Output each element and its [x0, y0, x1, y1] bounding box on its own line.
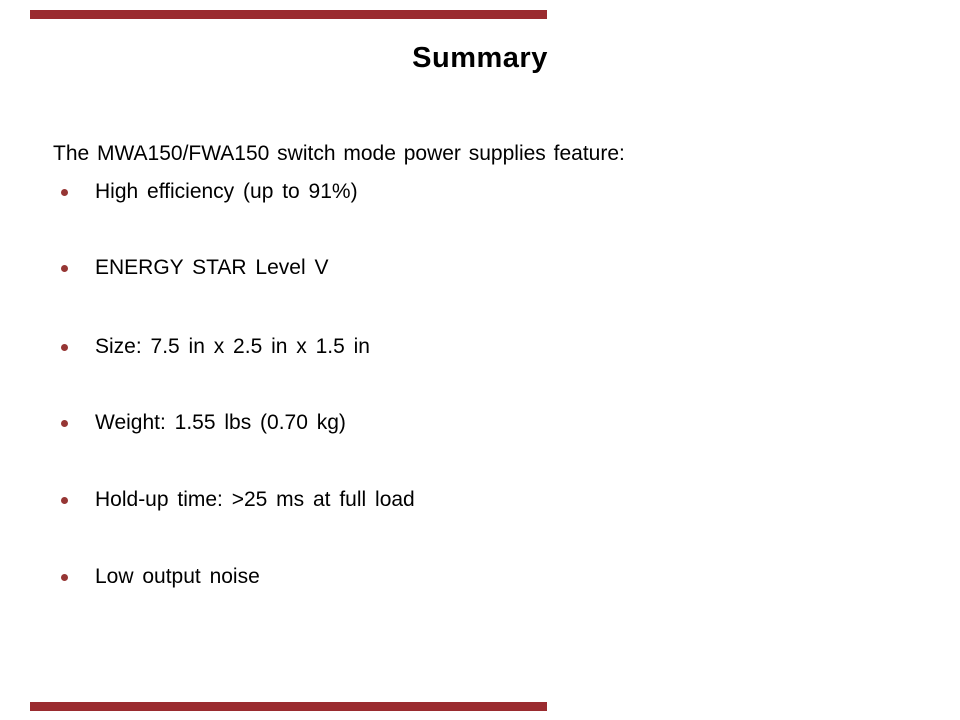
bullet-text: Weight: 1.55 lbs (0.70 kg): [95, 411, 346, 434]
list-item: [0, 411, 960, 437]
bullet-text: Hold-up time: >25 ms at full load: [95, 488, 415, 511]
bullet-icon: [61, 344, 68, 351]
slide-title: Summary: [412, 42, 548, 74]
bullet-icon: [61, 574, 68, 581]
list-item: [0, 256, 960, 282]
bullet-icon: [61, 497, 68, 504]
bullet-icon: [61, 420, 68, 427]
intro-text: The MWA150/FWA150 switch mode power supplies feature:: [53, 142, 625, 165]
bullet-text: Low output noise: [95, 565, 260, 588]
bullet-icon: [61, 189, 68, 196]
list-item: [0, 488, 960, 514]
list-item: [0, 565, 960, 591]
list-item: [0, 180, 960, 206]
bullet-text: ENERGY STAR Level V: [95, 256, 329, 279]
bottom-accent-bar: [30, 702, 547, 711]
list-item: [0, 335, 960, 361]
bullet-text: Size: 7.5 in x 2.5 in x 1.5 in: [95, 335, 370, 358]
bullet-icon: [61, 265, 68, 272]
bullet-text: High efficiency (up to 91%): [95, 180, 358, 203]
